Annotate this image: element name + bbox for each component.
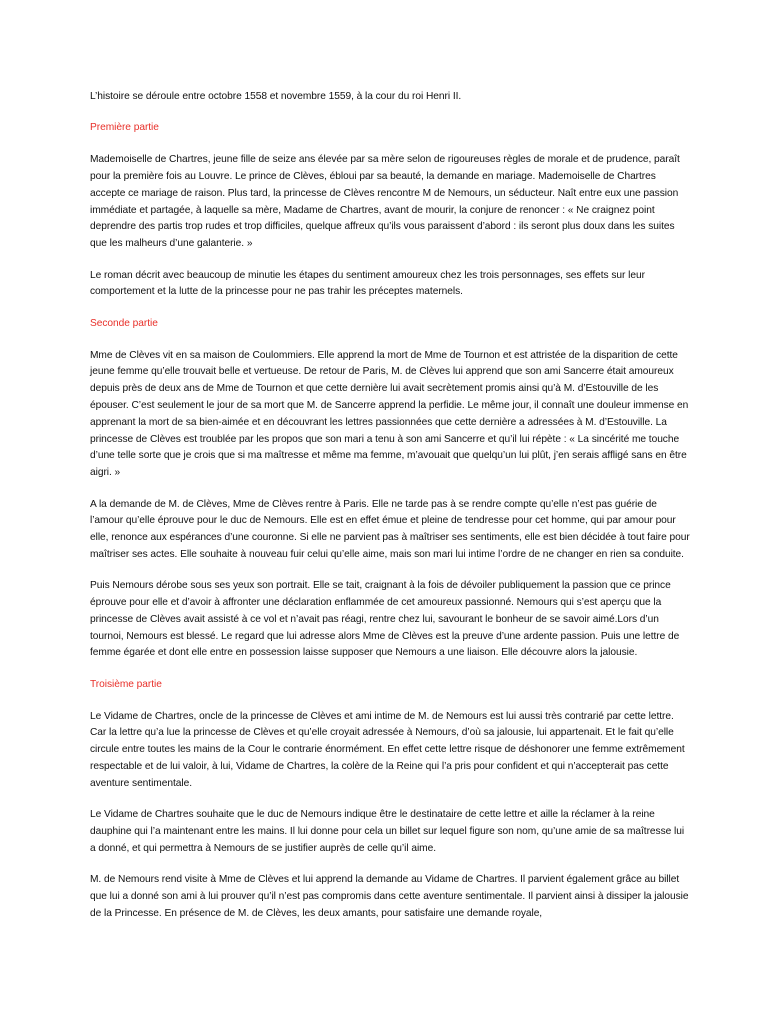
section-heading-troisieme-partie: Troisième partie [90,678,162,690]
intro-paragraph: L’histoire se déroule entre octobre 1558 et novembre 1559, à la cour du roi Henri II. [90,91,462,102]
paragraph: Puis Nemours dérobe sous ses yeux son portrait. Elle se tait, craignant à la fois de dévoiler publiquement la passion que ce prince éprouve pour elle et d’avoir à affronter une déclaration enflammée de cet amoureux passionné. Nemours qui s’est aperçu que la princesse de Clèves avait assisté à ce vol et n’avait pas réagi, rentre chez lui, savourant le bonheur de se savoir aimé.Lors d’un tournoi, Nemours est blessé. Le regard que lui adresse alors Mme de Clèves est la preuve d’une ardente passion. Puis une lettre de femme égarée et dont elle entre en possession laisse supposer que Nemours a une liaison. Elle découvre alors la jalousie. [90,580,680,659]
paragraph: Le roman décrit avec beaucoup de minutie les étapes du sentiment amoureux chez les trois personnages, ses effets sur leur comportement et la lutte de la princesse pour ne pas trahir les préceptes maternels. [90,269,645,298]
paragraph: Le Vidame de Chartres, oncle de la princesse de Clèves et ami intime de M. de Nemours est lui aussi très contrarié par cette lettre. Car la lettre qu’a lue la princesse de Clèves et qu’elle croyait adressée à Nemours, d’où sa jalousie, lui appartenait. Et le fait qu’elle circule entre toutes les mains de la Cour le contrarie énormément. En effet cette lettre risque de déshonorer une femme extrêmement respectable et de lui valoir, à lui, Vidame de Chartres, la colère de la Reine qui l’a pris pour confident et qui n’accepterait pas cette aventure sentimentale. [90,710,685,789]
paragraph: A la demande de M. de Clèves, Mme de Clèves rentre à Paris. Elle ne tarde pas à se rendre compte qu’elle n’est pas guérie de l’amour qu’elle éprouve pour le duc de Nemours. Elle est en effet émue et pleine de tendresse pour cet homme, qui par amour pour elle, renonce aux espérances d’une couronne. Si elle ne parvient pas à maîtriser ses sentiments, elle est bien décidée à tout faire pour maîtriser ses actes. Elle souhaite à nouveau fuir celui qu’elle aime, mais son mari lui intime l’ordre de ne changer en rien sa conduite. [90,498,690,560]
paragraph: Mademoiselle de Chartres, jeune fille de seize ans élevée par sa mère selon de rigoureuses règles de morale et de prudence, paraît pour la première fois au Louvre. Le prince de Clèves, ébloui par sa beauté, la demande en mariage. Mademoiselle de Chartres accepte ce mariage de raison. Plus tard, la princesse de Clèves rencontre M de Nemours, un séducteur. Naît entre eux une passion immédiate et partagée, à laquelle sa mère, Madame de Chartres, avant de mourir, la conjure de renoncer : « Ne craignez point deprendre des partis trop rudes et trop difficiles, quelque affreux qu’ils vous paraissent d’abord : ils seront plus doux dans les suites que les malheurs d’une galanterie. » [90,154,680,250]
document-page [90,89,690,937]
paragraph: M. de Nemours rend visite à Mme de Clèves et lui apprend la demande au Vidame de Chartres. Il parvient également grâce au billet que lui a donné son ami à lui prouver qu’il n’est pas compromis dans cette aventure sentimentale. Il parvient ainsi à dissiper la jalousie de la Princesse. En présence de M. de Clèves, les deux amants, pour satisfaire une demande royale, [90,874,689,919]
paragraph: Mme de Clèves vit en sa maison de Coulommiers. Elle apprend la mort de Mme de Tournon et est attristée de la disparition de cette jeune femme qu’elle trouvait belle et vertueuse. De retour de Paris, M. de Clèves lui apprend que son ami Sancerre était amoureux depuis près de deux ans de Mme de Tournon et que cette dernière lui avait secrètement promis ainsi qu’à M. d’Estouville de les épouser. C’est seulement le jour de sa mort que M. de Sancerre apprend la perfidie. Le même jour, il connaît une douleur immense en apprenant la mort de sa bien-aimée et en découvrant les lettres passionnées que cette dernière a adressées à M. d’Estouville. La princesse de Clèves est troublée par les propos que son mari a tenu à son ami Sancerre et qu’il lui répète : « La sincérité me touche d’une telle sorte que je crois que si ma maîtresse et même ma femme, m’avouait que quelqu’un lui plût, j’en serais affligé sans en être aigri. » [90,349,689,479]
section-heading-seconde-partie: Seconde partie [90,317,158,329]
paragraph: Le Vidame de Chartres souhaite que le duc de Nemours indique être le destinataire de cette lettre et aille la réclamer à la reine dauphine qui l’a maintenant entre les mains. Il lui donne pour cela un billet sur lequel figure son nom, qu’une amie de sa maîtresse lui a donné, et qui permettra à Nemours de se justifier auprès de celle qu’il aime. [90,809,685,854]
section-heading-premiere-partie: Première partie [90,122,159,134]
